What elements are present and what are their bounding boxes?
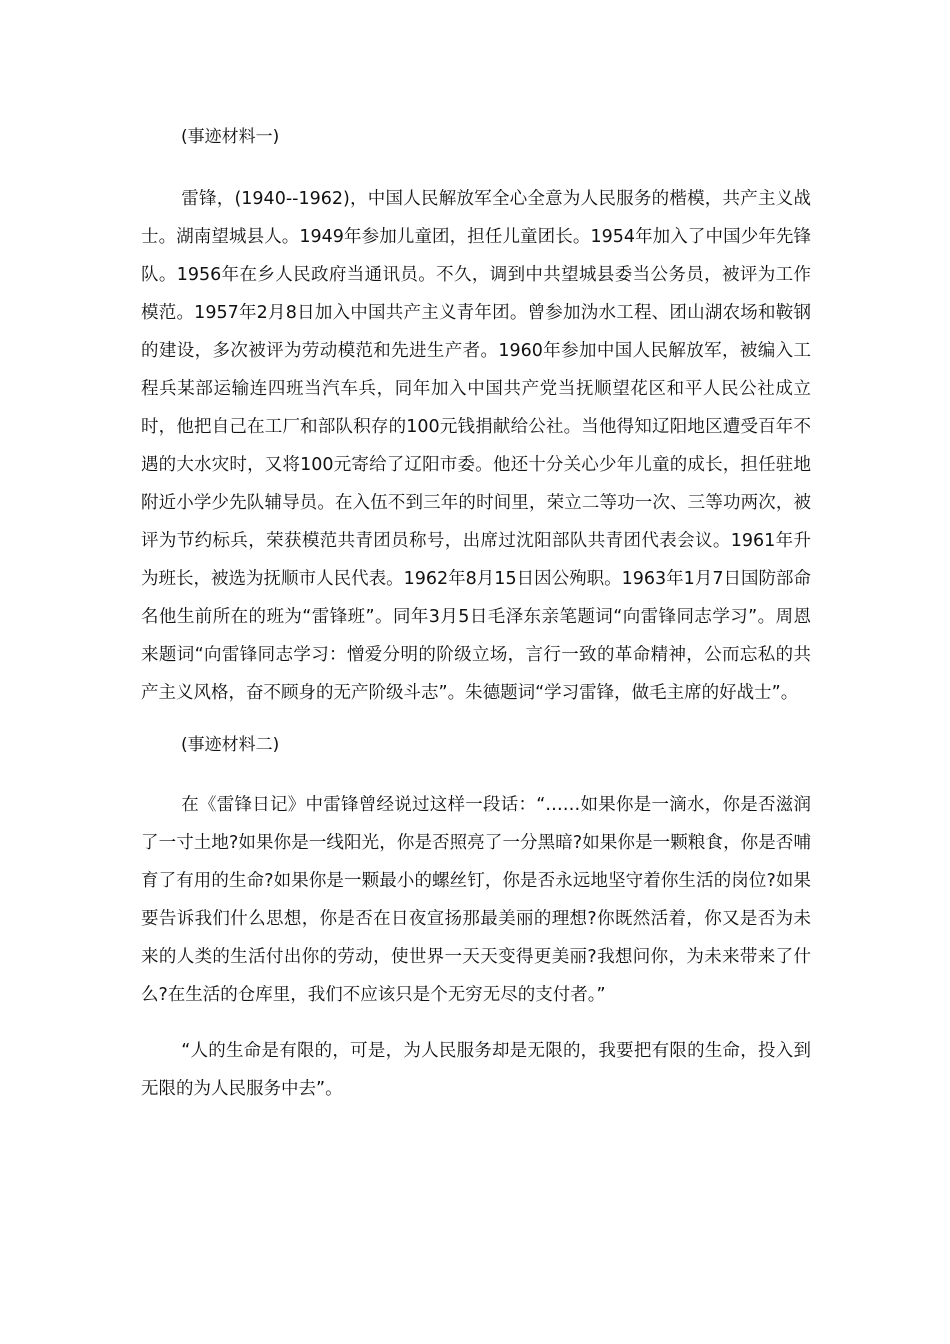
section-two-heading: (事迹材料二) xyxy=(181,735,280,755)
section-one-paragraph: 雷锋，(1940--1962)，中国人民解放军全心全意为人民服务的楷模，共产主义战士。湖南望城县人。1949年参加儿童团，担任儿童团长。1954年加入了中国少年先锋队。1956年在乡人民政府当通讯员。不久，调到中共望城县委当公务员，被评为工作模范。1957年2月8日加入中国共产主义青年团。曾参加沩水工程、团山湖农场和鞍钢的建设，多次被评为劳动模范和先进生产者。1960年参加中国人民解放军，被编入工程兵某部运输连四班当汽车兵，同年加入中国共产党当抚顺望花区和平人民公社成立时，他把自己在工厂和部队积存的100元钱捐献给公社。当他得知辽阳地区遭受百年不遇的大水灾时，又将100元寄给了辽阳市委。他还十分关心少年儿童的成长，担任驻地附近小学少先队辅导员。在入伍不到三年的时间里，荣立二等功一次、三等功两次，被评为节约标兵，荣获模范共青团员称号，出席过沈阳部队共青团代表会议。1961年升为班长，被选为抚顺市人民代表。1962年8月15日因公殉职。1963年1月7日国防部命名他生前所在的班为“雷锋班”。同年3月5日毛泽东亲笔题词“向雷锋同志学习”。周恩来题词“向雷锋同志学习：憎爱分明的阶级立场，言行一致的革命精神，公而忘私的共产主义风格，奋不顾身的无产阶级斗志”。朱德题词“学习雷锋，做毛主席的好战士”。 xyxy=(141,189,811,703)
quote-paragraph: “人的生命是有限的，可是，为人民服务却是无限的，我要把有限的生命，投入到无限的为人民服务中去”。 xyxy=(141,1041,811,1099)
document-body xyxy=(141,118,811,1108)
section-two-paragraph: 在《雷锋日记》中雷锋曾经说过这样一段话：“……如果你是一滴水，你是否滋润了一寸土地?如果你是一线阳光，你是否照亮了一分黑暗?如果你是一颗粮食，你是否哺育了有用的生命?如果你是一颗最小的螺丝钉，你是否永远地坚守着你生活的岗位?如果要告诉我们什么思想，你是否在日夜宣扬那最美丽的理想?你既然活着，你又是否为未来的人类的生活付出你的劳动，使世界一天天变得更美丽?我想问你，为未来带来了什么?在生活的仓库里，我们不应该只是个无穷无尽的支付者。” xyxy=(141,795,811,1005)
section-one-heading: (事迹材料一) xyxy=(181,127,280,147)
